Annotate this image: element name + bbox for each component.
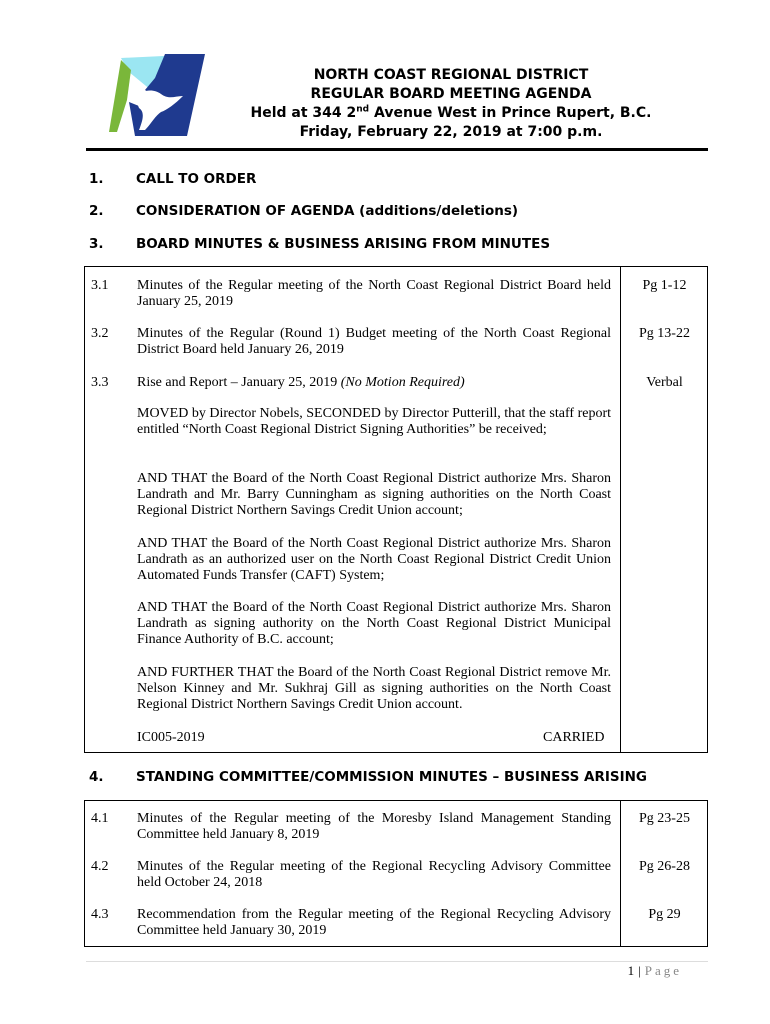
page-reference: Pg 13-22	[639, 326, 690, 341]
page-number: 1	[627, 963, 635, 978]
resolution-paragraph: AND FURTHER THAT the Board of the North Coast Regional District remove Mr. Nelson Kinney and Mr. Sukhraj Gill as signing authorities on the North Coast Regional District Northern Savings Credit Union account.	[137, 665, 611, 712]
page-footer: 1 | Page	[627, 963, 682, 978]
logo-green-shape	[109, 60, 131, 132]
page-reference: Pg 23-25	[639, 811, 690, 826]
org-title: NORTH COAST REGIONAL DISTRICT	[313, 67, 589, 83]
meeting-location: Held at 344 2nd Avenue West in Prince Rupert, B.C.	[250, 104, 652, 121]
ncrd-logo	[105, 50, 209, 140]
footer-divider	[86, 961, 708, 962]
page-reference: Pg 26-28	[639, 859, 690, 874]
agenda-title: REGULAR BOARD MEETING AGENDA	[310, 86, 592, 102]
agenda-header	[236, 66, 666, 142]
resolution-paragraph: MOVED by Director Nobels, SECONDED by Director Putterill, that the staff report entitled “North Coast Regional District Signing Authorities” be received;	[137, 406, 611, 437]
resolution-number: IC005-2019	[137, 730, 205, 745]
page-reference: Verbal	[646, 375, 683, 390]
page-reference: Pg 29	[648, 907, 681, 922]
section-3-table: 3.1 Minutes of the Regular meeting of the North Coast Regional District Board held January 25, 2019 Pg 1-12 3.2 Minutes of the Regular (Round 1) Budget meeting of the North Coast Regional District Board held January 26, 2019 Pg 13-22 3.3 Rise and Report – January 25, 2019 (No Motion Required) Verbal MOVED by Director Nobels, SECONDED by Director Putterill, that the staff report entitled “North Coast Regional District Signing Authorities” be received; AND THAT the Board of the North Coast Regional District authorize Mrs. Sharon Landrath and Mr. Barry Cunningham as signing authorities on the North Coast Regional District Northern Savings Credit Union account; AND THAT the Board of the North Coast Regional District authorize Mrs. Sharon Landrath as an authorized user on the North Coast Regional District Credit Union Automated Funds Transfer (CAFT) System; AND THAT the Board of the North Coast Regional District authorize Mrs. Sharon Landrath as signing authority on the North Coast Regional District Municipal Finance Authority of B.C. account; AND FURTHER THAT the Board of the North Coast Regional District remove Mr. Nelson Kinney and Mr. Sukhraj Gill as signing authorities on the North Coast Regional District Northern Savings Credit Union account. IC005-2019 CARRIED	[84, 266, 708, 753]
page-reference: Pg 1-12	[642, 278, 687, 293]
section-4-table: 4.1 Minutes of the Regular meeting of the Moresby Island Management Standing Committee held January 8, 2019 Pg 23-25 4.2 Minutes of the Regular meeting of the Regional Recycling Advisory Committee held October 24, 2018 Pg 26-28 4.3 Recommendation from the Regular meeting of the Regional Recycling Advisory Committee held January 30, 2019 Pg 29	[84, 800, 708, 947]
resolution-status: CARRIED	[543, 730, 605, 745]
meeting-date: Friday, February 22, 2019 at 7:00 p.m.	[299, 124, 603, 140]
header-divider	[86, 148, 708, 151]
resolution-paragraph: AND THAT the Board of the North Coast Regional District authorize Mrs. Sharon Landrath as signing authority on the North Coast Regional District Municipal Finance Authority of B.C. account;	[137, 600, 611, 647]
resolution-paragraph: AND THAT the Board of the North Coast Regional District authorize Mrs. Sharon Landrath as an authorized user on the North Coast Regional District Credit Union Automated Funds Transfer (CAFT) System;	[137, 536, 611, 583]
resolution-paragraph: AND THAT the Board of the North Coast Regional District authorize Mrs. Sharon Landrath and Mr. Barry Cunningham as signing authorities on the North Coast Regional District Northern Savings Credit Union account;	[137, 471, 611, 518]
